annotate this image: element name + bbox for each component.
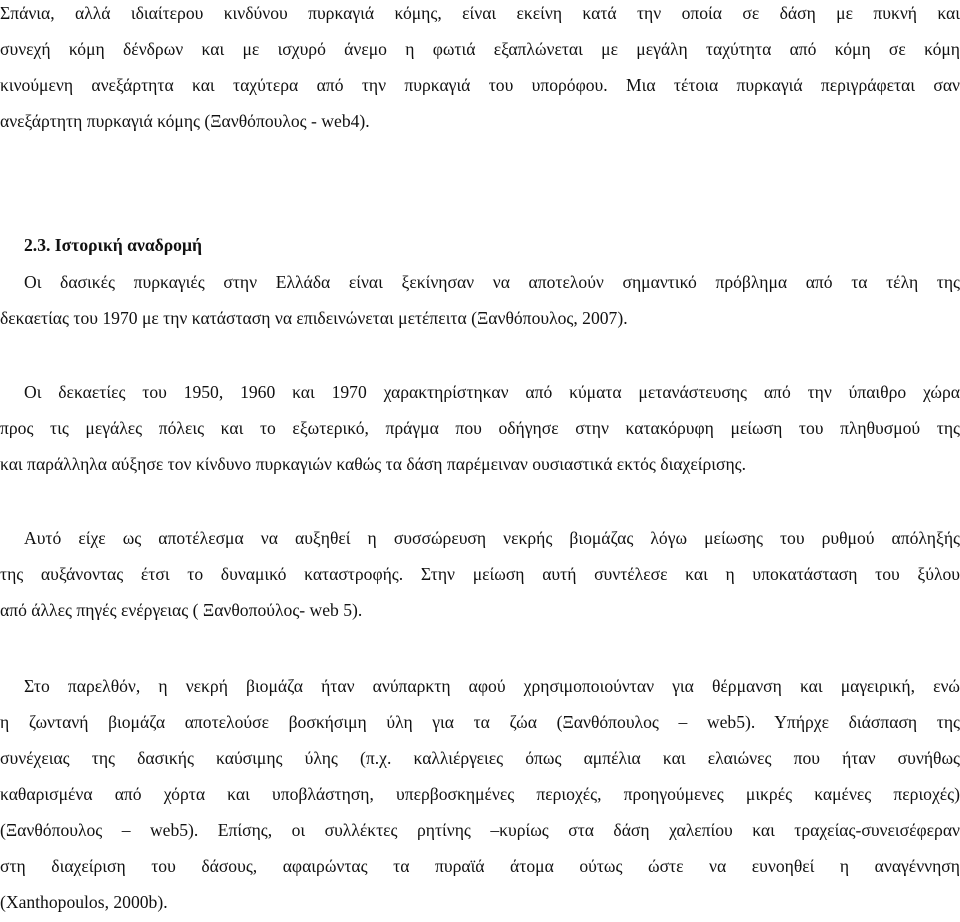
text-line: καθαρισμένα από χόρτα και υποβλάστηση, υπερβοσκημένες περιοχές, προηγούμενες μικρές καμένες περιοχές) — [0, 784, 960, 804]
paragraph-crown-fire — [0, 0, 960, 139]
text-line: Οι δασικές πυρκαγιές στην Ελλάδα είναι ξεκίνησαν να αποτελούν σημαντικό πρόβλημα από τα τέλη της — [24, 272, 960, 292]
text-line: η ζωντανή βιομάζα αποτελούσε βοσκήσιμη ύλη για τα ζώα (Ξανθόπουλος – web5). Υπήρχε διάσπαση της — [0, 712, 960, 732]
paragraph-past-biomass-use — [0, 668, 960, 920]
text-line: συνέχειας της δασικής καύσιμης ύλης (π.χ. καλλιέργειες όπως αμπέλια και ελαιώνες που ήταν συνήθως — [0, 748, 960, 768]
text-line: της αυξάνοντας έτσι το δυναμικό καταστροφής. Στην μείωση αυτή συντέλεσε και η υποκατάσταση του ξύλου — [0, 564, 960, 584]
text-line: Σπάνια, αλλά ιδιαίτερου κινδύνου πυρκαγιά κόμης, είναι εκείνη κατά την οποία σε δάση με πυκνή και — [0, 3, 960, 23]
text-line: στη διαχείριση του δάσους, αφαιρώντας τα πυραϊά άτομα ούτως ώστε να ευνοηθεί η αναγέννηση — [0, 856, 960, 876]
paragraph-biomass-accumulation — [0, 520, 960, 628]
text-line: Στο παρελθόν, η νεκρή βιομάζα ήταν ανύπαρκτη αφού χρησιμοποιούνταν για θέρμανση και μαγειρική, ενώ — [24, 676, 960, 696]
text-line: κινούμενη ανεξάρτητα και ταχύτερα από την πυρκαγιά του υπορόφου. Μια τέτοια πυρκαγιά περιγράφεται σαν — [0, 75, 960, 95]
text-line: προς τις μεγάλες πόλεις και το εξωτερικό, πράγμα που οδήγησε στην κατακόρυφη μείωση του πληθυσμού της — [0, 418, 960, 438]
text-line: δεκαετίας του 1970 με την κατάσταση να επιδεινώνεται μετέπειτα (Ξανθόπουλος, 2007). — [0, 308, 628, 328]
text-line: από άλλες πηγές ενέργειας ( Ξανθοπούλος- web 5). — [0, 600, 363, 620]
text-line: συνεχή κόμη δένδρων και με ισχυρό άνεμο η φωτιά εξαπλώνεται με μεγάλη ταχύτητα από κόμη σε κόμη — [0, 39, 960, 59]
text-line: Αυτό είχε ως αποτέλεσμα να αυξηθεί η συσσώρευση νεκρής βιομάζας λόγω μείωσης του ρυθμού απόληξής — [24, 528, 960, 548]
text-line: ανεξάρτητη πυρκαγιά κόμης (Ξανθόπουλος - web4). — [0, 111, 370, 131]
paragraph-forest-fires-greece — [0, 264, 960, 336]
text-line: (Ξανθόπουλος – web5). Επίσης, οι συλλέκτες ρητίνης –κυρίως στα δάση χαλεπίου και τραχείας-συνεισέφεραν — [0, 820, 960, 840]
text-line: Οι δεκαετίες του 1950, 1960 και 1970 χαρακτηρίστηκαν από κύματα μετανάστευσης από την ύπαιθρο χώρα — [24, 382, 960, 402]
section-heading: 2.3. Ιστορική αναδρομή — [24, 235, 202, 255]
paragraph-migration-decades — [0, 374, 960, 482]
text-line: και παράλληλα αύξησε τον κίνδυνο πυρκαγιών καθώς τα δάση παρέμειναν ουσιαστικά εκτός διαχείρισης. — [0, 454, 747, 474]
text-line: (Xanthopoulos, 2000b). — [0, 892, 168, 912]
